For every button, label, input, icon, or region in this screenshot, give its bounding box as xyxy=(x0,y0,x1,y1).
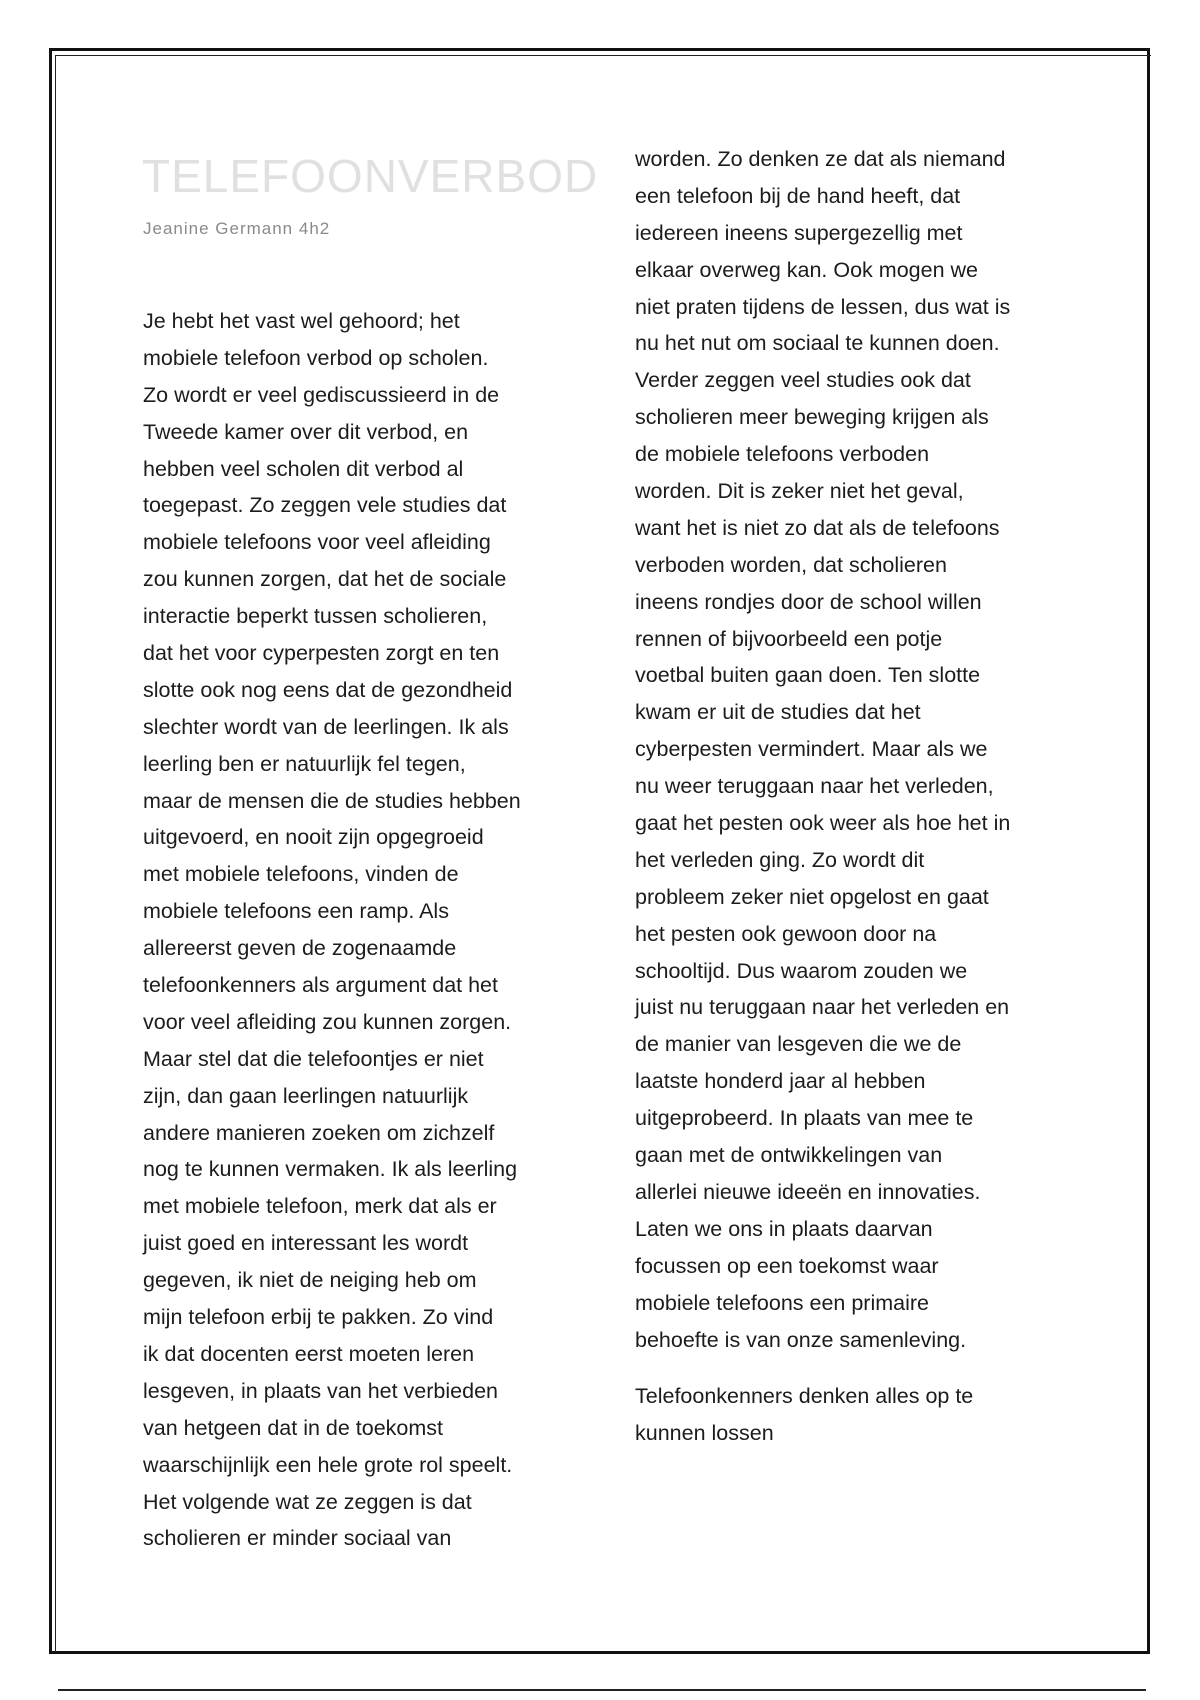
text-line: dat het voor cyperpesten zorgt en ten xyxy=(143,641,500,666)
text-line: Telefoonkenners denken alles op te xyxy=(635,1384,974,1409)
text-line: een telefoon bij de hand heeft, dat xyxy=(635,183,961,208)
text-line: het pesten ook gewoon door na xyxy=(635,921,937,946)
text-line: zou kunnen zorgen, dat het de sociale xyxy=(143,567,507,592)
text-line: nog te kunnen vermaken. Ik als leerling xyxy=(143,1157,518,1182)
text-line: Tweede kamer over dit verbod, en xyxy=(143,419,469,444)
text-line: rennen of bijvoorbeeld een potje xyxy=(635,626,943,651)
text-line: gaat het pesten ook weer als hoe het in xyxy=(635,811,1011,836)
text-line: slotte ook nog eens dat de gezondheid xyxy=(143,677,513,702)
text-line: gegeven, ik niet de neiging heb om xyxy=(143,1268,477,1293)
text-line: maar de mensen die de studies hebben xyxy=(143,788,521,813)
text-line: met mobiele telefoons, vinden de xyxy=(143,862,459,887)
text-line: voor veel afleiding zou kunnen zorgen. xyxy=(143,1009,512,1034)
text-line: de manier van lesgeven die we de xyxy=(635,1032,962,1057)
text-line: nu het nut om sociaal te kunnen doen. xyxy=(635,331,1000,356)
text-line: mobiele telefoons voor veel afleiding xyxy=(143,530,491,555)
text-line: worden. Dit is zeker niet het geval, xyxy=(635,479,964,504)
text-line: hebben veel scholen dit verbod al xyxy=(143,456,464,481)
text-line: mijn telefoon erbij te pakken. Zo vind xyxy=(143,1305,494,1330)
text-line: leerling ben er natuurlijk fel tegen, xyxy=(143,751,466,776)
text-line: verboden worden, dat scholieren xyxy=(635,552,947,577)
text-line: voetbal buiten gaan doen. Ten slotte xyxy=(635,663,981,688)
text-line: telefoonkenners als argument dat het xyxy=(143,973,498,998)
text-line: zijn, dan gaan leerlingen natuurlijk xyxy=(143,1083,469,1108)
text-line: uitgeprobeerd. In plaats van mee te xyxy=(635,1106,974,1131)
text-line: het verleden ging. Zo wordt dit xyxy=(635,847,925,872)
text-line: juist goed en interessant les wordt xyxy=(143,1231,469,1256)
text-line: probleem zeker niet opgelost en gaat xyxy=(635,884,989,909)
text-line: kwam er uit de studies dat het xyxy=(635,700,921,725)
author-line: Jeanine Germann 4h2 xyxy=(143,219,331,238)
text-line: toegepast. Zo zeggen vele studies dat xyxy=(143,493,507,518)
text-line: de mobiele telefoons verboden xyxy=(635,442,930,467)
text-line: want het is niet zo dat als de telefoons xyxy=(635,515,1000,540)
document-title: TELEFOONVERBOD xyxy=(142,150,599,202)
text-line: mobiele telefoons een primaire xyxy=(635,1290,929,1315)
text-line: interactie beperkt tussen scholieren, xyxy=(143,604,488,629)
text-line: ineens rondjes door de school willen xyxy=(635,589,982,614)
text-line: Maar stel dat die telefoontjes er niet xyxy=(143,1046,484,1071)
text-line: schooltijd. Dus waarom zouden we xyxy=(635,958,968,983)
footer-rule xyxy=(58,1689,1146,1691)
text-line: laatste honderd jaar al hebben xyxy=(635,1069,926,1094)
text-line: andere manieren zoeken om zichzelf xyxy=(143,1120,495,1145)
text-line: elkaar overweg kan. Ook mogen we xyxy=(635,257,978,282)
text-line: Laten we ons in plaats daarvan xyxy=(635,1216,933,1241)
text-line: van hetgeen dat in de toekomst xyxy=(143,1415,444,1440)
text-line: scholieren meer beweging krijgen als xyxy=(635,405,989,430)
paragraph-gap xyxy=(635,1358,1075,1378)
text-line: ik dat docenten eerst moeten leren xyxy=(143,1341,475,1366)
text-line: niet praten tijdens de lessen, dus wat is xyxy=(635,294,1011,319)
text-line: met mobiele telefoon, merk dat als er xyxy=(143,1194,497,1219)
text-line: Je hebt het vast wel gehoord; het xyxy=(143,309,460,333)
text-line: waarschijnlijk een hele grote rol speelt. xyxy=(143,1452,513,1477)
text-line: Zo wordt er veel gediscussieerd in de xyxy=(143,382,500,407)
text-line: allerlei nieuwe ideeën en innovaties. xyxy=(635,1179,981,1204)
text-line: kunnen lossen xyxy=(635,1421,774,1446)
right-column xyxy=(635,141,1075,1452)
text-line: behoefte is van onze samenleving. xyxy=(635,1327,967,1352)
text-line: gaan met de ontwikkelingen van xyxy=(635,1143,943,1168)
text-line: lesgeven, in plaats van het verbieden xyxy=(143,1378,498,1403)
text-line: focussen op een toekomst waar xyxy=(635,1253,939,1278)
text-line: mobiele telefoon verbod op scholen. xyxy=(143,345,489,370)
text-line: uitgevoerd, en nooit zijn opgegroeid xyxy=(143,825,484,850)
text-line: Verder zeggen veel studies ook dat xyxy=(635,368,971,393)
text-line: cyberpesten vermindert. Maar als we xyxy=(635,737,988,762)
text-line: worden. Zo denken ze dat als niemand xyxy=(635,147,1006,171)
text-line: scholieren er minder sociaal van xyxy=(143,1526,452,1551)
text-line: juist nu teruggaan naar het verleden en xyxy=(635,995,1010,1020)
text-line: mobiele telefoons een ramp. Als xyxy=(143,899,449,924)
text-line: Het volgende wat ze zeggen is dat xyxy=(143,1489,472,1514)
text-line: iedereen ineens supergezellig met xyxy=(635,220,963,245)
text-line: nu weer teruggaan naar het verleden, xyxy=(635,774,994,799)
text-line: allereerst geven de zogenaamde xyxy=(143,936,457,961)
left-column xyxy=(143,303,583,1557)
text-line: slechter wordt van de leerlingen. Ik als xyxy=(143,714,509,739)
